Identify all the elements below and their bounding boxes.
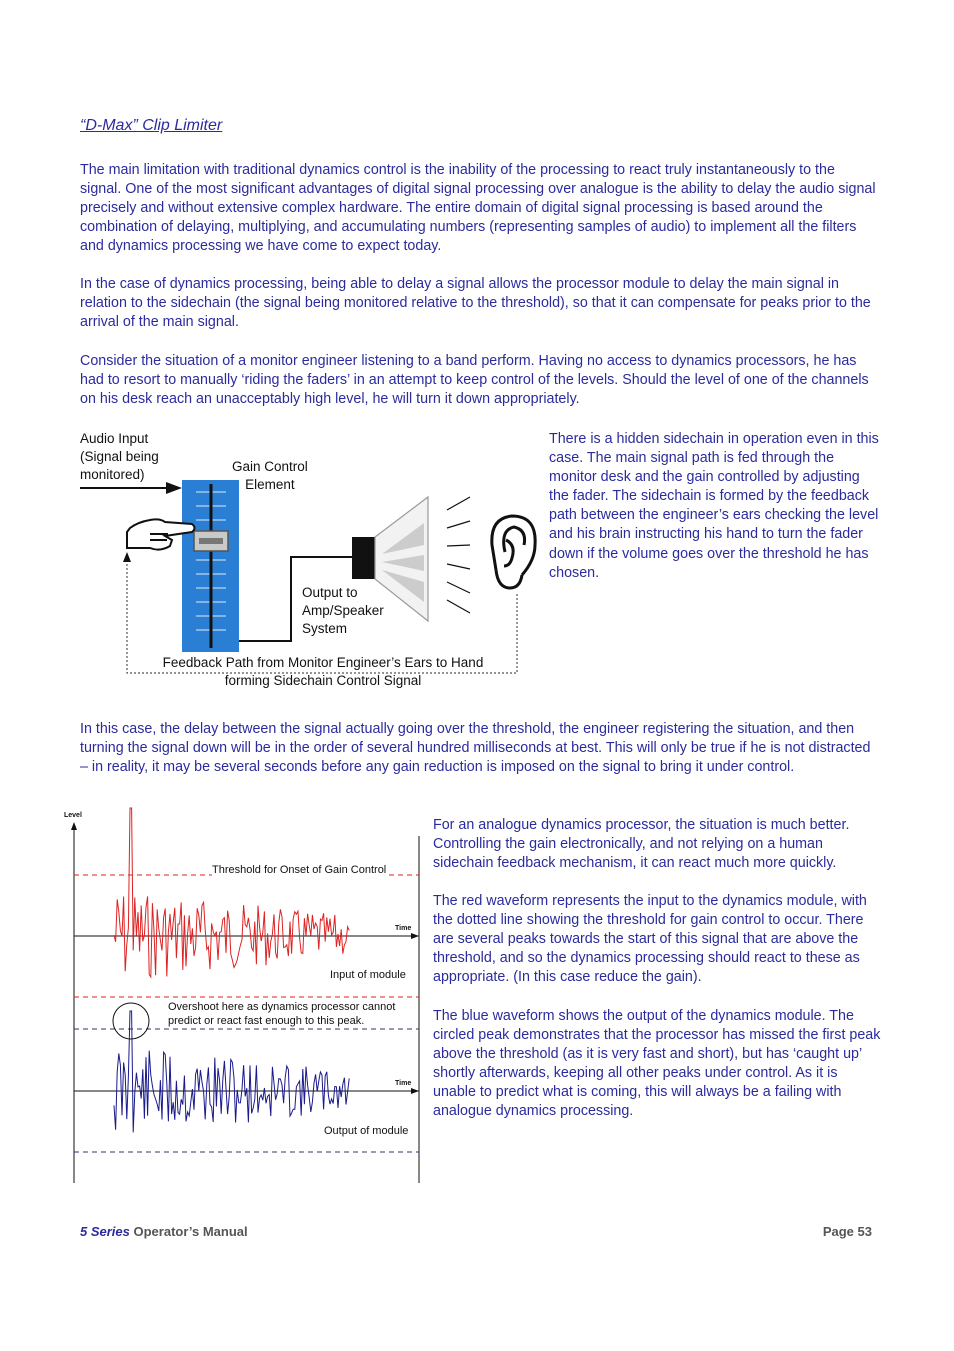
input-module-label: Input of module (330, 969, 406, 981)
time-label-output: Time (395, 1080, 412, 1087)
page-number: Page 53 (822, 1224, 872, 1239)
section-heading: “D-Max” Clip Limiter (80, 117, 223, 134)
overshoot-circle (113, 1003, 149, 1039)
blue-waveform-description: The blue waveform shows the output of the dynamics module. The circled peak demonstrates that the processor has missed the first peak above the threshold (as it is very fast and short), but has ‘caught up’ shortly afterwards, keeping all other peaks under control. As it is unable to predict what is coming, this will always be a failing with analogue dynamics processing. (433, 1008, 881, 1120)
footer-manual (80, 1224, 248, 1239)
gain-control-label: Gain Control Element (232, 459, 308, 492)
input-waveform (114, 808, 349, 977)
audio-input-label: Audio Input (Signal being monitored) (80, 431, 159, 482)
threshold-label: Threshold for Onset of Gain Control (212, 864, 387, 876)
series-logo: 5 Series (80, 1224, 130, 1239)
red-waveform-description: The red waveform represents the input to the dynamics module, with the dotted line showing the threshold for gain control to occur. There are several peaks towards the start of this signal that are above the threshold, and so the dynamics processing should react to these as appropriate. (In this case reduce the gain). (433, 893, 867, 986)
manual-title: Operator’s Manual (133, 1224, 248, 1239)
paragraph-dynamics: In the case of dynamics processing, being able to delay a signal allows the processor module to delay the main signal in relation to the sidechain (the signal being monitored relative to the threshold), so that it can compensate for peaks prior to the arrival of the main signal. (80, 276, 871, 331)
level-label: Level (64, 812, 82, 819)
time-label-input: Time (395, 925, 412, 932)
paragraph-intro: The main limitation with traditional dynamics control is the inability of the processing to react truly instantaneously to the signal. One of the most significant advantages of digital signal processing over analogue is the ability to delay the audio signal precisely and without extensive complex hardware. The entire domain of digital signal processing is based around the combination of delaying, multiplying, and accumulating numbers (representing samples of audio) to implement all the filters and dynamics processing we have come to expect today. (80, 162, 876, 255)
output-module-label: Output of module (324, 1125, 409, 1137)
analogue-description: For an analogue dynamics processor, the situation is much better. Controlling the gain electronically, and not relying on a human sidechain feedback mechanism, it can react much more quickly. (433, 817, 850, 872)
overshoot-label: Overshoot here as dynamics processor cannot predict or react fast enough to this peak. (168, 1001, 396, 1027)
feedback-label: Feedback Path from Monitor Engineer’s Ears to Hand forming Sidechain Control Signal (162, 655, 484, 688)
sidechain-description: There is a hidden sidechain in operation even in this case. The main signal path is fed through the monitor desk and the gain controlled by adjusting the fader. The sidechain is formed by the feedback path between the engineer’s ears checking the level and his brain instructing his hand to turn the fader down if the volume goes over the threshold he has chosen. (549, 431, 879, 581)
output-label: Output to Amp/Speaker System (302, 585, 384, 636)
paragraph-delay: In this case, the delay between the signal actually going over the threshold, the engineer registering the situation, and then turning the signal down will be in the order of several hundred milliseconds at best. This will only be true if he is not distracted – in reality, it may be several seconds before any gain reduction is imposed on the signal to bring it under control. (80, 721, 871, 776)
paragraph-monitor-engineer: Consider the situation of a monitor engineer listening to a band perform. Having no access to dynamics processors, he has had to resort to manually ‘riding the faders’ in an attempt to keep control of the levels. Should the level of one of the channels on his desk reach an unacceptably high level, he will turn it down appropriately. (80, 353, 869, 408)
